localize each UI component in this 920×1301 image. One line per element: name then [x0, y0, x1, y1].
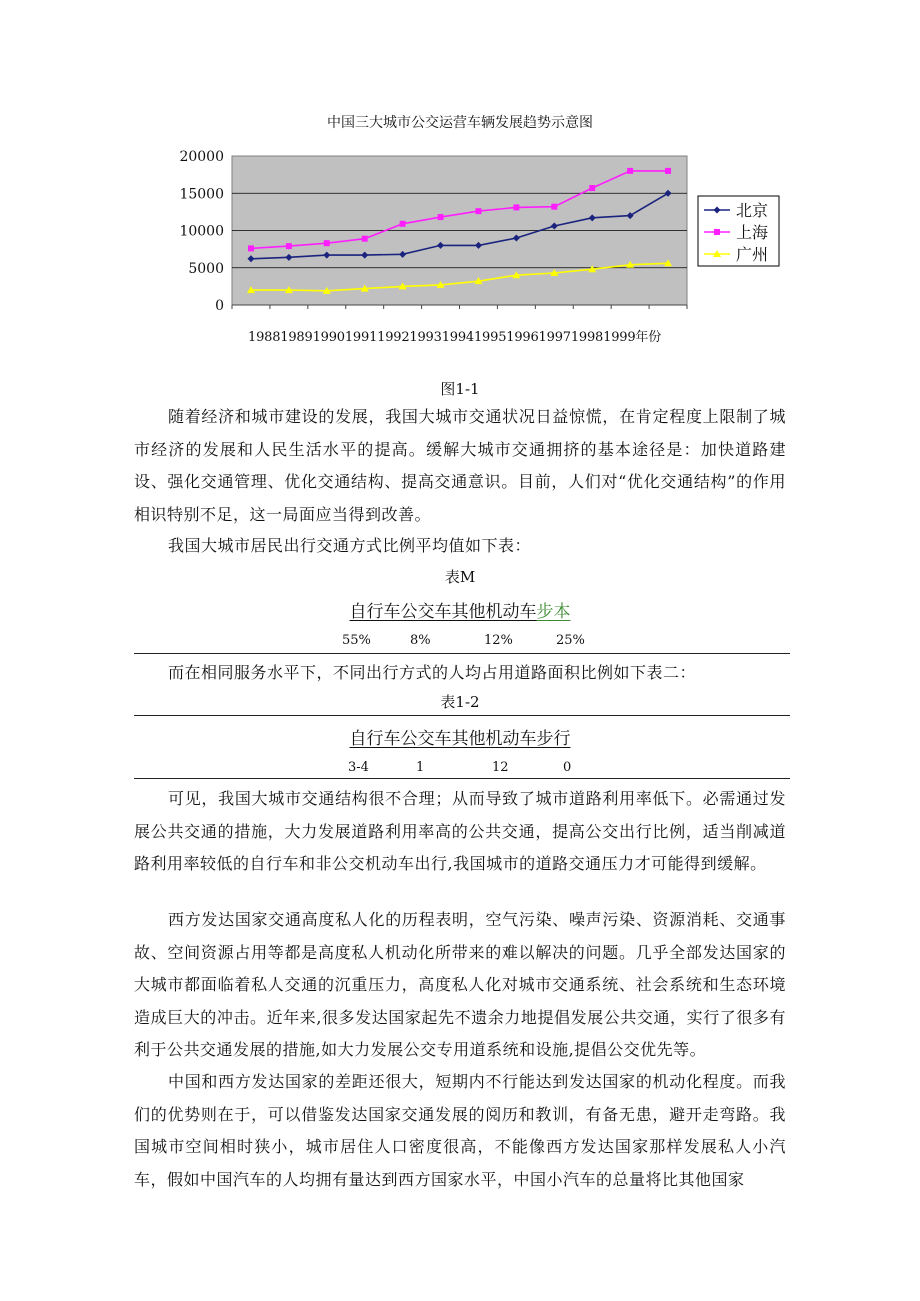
data-point: [400, 221, 406, 227]
x-axis-labels: 198819891990199119921993199419951996199719981999年份: [248, 330, 662, 345]
table2-header: [0, 724, 920, 749]
data-point: [475, 208, 481, 214]
table1-header: [0, 597, 920, 622]
table2-top-rule: [134, 715, 790, 716]
data-point: [589, 185, 595, 191]
data-point: [665, 168, 671, 174]
chart-title: 中国三大城市公交运营车辆发展趋势示意图: [327, 115, 593, 131]
data-point: [286, 243, 292, 249]
paragraph-1: 随着经济和城市建设的发展，我国大城市交通状况日益惊慌，在肯定程度上限制了城市经济的发展和人民生活水平的提高。缓解大城市交通拥挤的基本途径是：加快道路建设、强化交通管理、优化交通结构、提高交通意识。目前，人们对“优化交通结构”的作用相识特别不足，这一局面应当得到改善。: [134, 407, 786, 524]
data-point: [438, 214, 444, 220]
paragraph-6: 中国和西方发达国家的差距还很大，短期内不行能达到发达国家的机动化程度。而我们的优势则在于，可以借鉴发达国家交通发展的阅历和教训，有备无患，避开走弯路。我国城市空间相时狭小，城市居住人口密度很高，不能像西方发达国家那样发展私人小汽车，假如中国汽车的人均拥有量达到西方国家水平，中国小汽车的总量将比其他国家: [134, 1072, 786, 1189]
paragraph-2: 我国大城市居民出行交通方式比例平均值如下表：: [168, 536, 532, 555]
table2-value: 0: [563, 760, 572, 775]
table1-header-main: 自行车公交车其他机动车: [349, 602, 537, 622]
table2-caption: 表1-2: [440, 693, 480, 711]
figure-label: 图1-1: [440, 380, 480, 398]
legend-label: 广州: [736, 245, 769, 264]
paragraph-5: 西方发达国家交通高度私人化的历程表明，空气污染、噪声污染、资源消耗、交通事故、空间资源占用等都是高度私人机动化所带来的难以解决的问题。几乎全部发达国家的大城市都面临着私人交通的沉重压力，高度私人化对城市交通系统、社会系统和生态环境造成巨大的冲击。近年来,很多发达国家起先不遗余力地提倡发展公共交通，实行了很多有利于公共交通发展的措施,如大力发展公交专用道系统和设施,提倡公交优先等。: [134, 910, 786, 1060]
table2-bottom-rule: [134, 778, 790, 779]
paragraph-4: 可见，我国大城市交通结构很不合理；从而导致了城市道路利用率低下。必需通过发展公共交通的措施，大力发展道路利用率高的公共交通，提高公交出行比例，适当削减道路利用率较低的自行车和非公交机动车出行,我国城市的道路交通压力才可能得到缓解。: [134, 789, 786, 874]
data-point: [551, 204, 557, 210]
y-tick-label: 0: [215, 298, 224, 314]
table1-value: 55%: [342, 633, 371, 648]
table1-value: 8%: [410, 633, 431, 648]
legend-marker: [714, 229, 720, 235]
table1-value: 12%: [484, 633, 513, 648]
y-tick-label: 10000: [179, 223, 224, 240]
table2-value: 3-4: [348, 760, 369, 775]
table1-rule: [134, 653, 790, 654]
data-point: [627, 168, 633, 174]
legend-label: 上海: [736, 223, 769, 242]
table1-caption: 表M: [444, 568, 476, 586]
legend-label: 北京: [736, 201, 769, 220]
y-tick-label: 5000: [188, 260, 224, 277]
y-tick-label: 20000: [179, 150, 224, 165]
table2-header-text: 自行车公交车其他机动车步行: [349, 729, 571, 749]
table2-value: 1: [416, 760, 425, 775]
paragraph-3: 而在相同服务水平下，不同出行方式的人均占用道路面积比例如下表二：: [168, 663, 697, 682]
data-point: [513, 204, 519, 210]
line-chart: [170, 150, 790, 350]
data-point: [248, 245, 254, 251]
table1-header-tail: 步本: [536, 602, 571, 622]
data-point: [362, 236, 368, 242]
table2-value: 12: [492, 760, 509, 775]
table1-value: 25%: [556, 633, 585, 648]
data-point: [324, 240, 330, 246]
y-tick-label: 15000: [179, 186, 224, 203]
